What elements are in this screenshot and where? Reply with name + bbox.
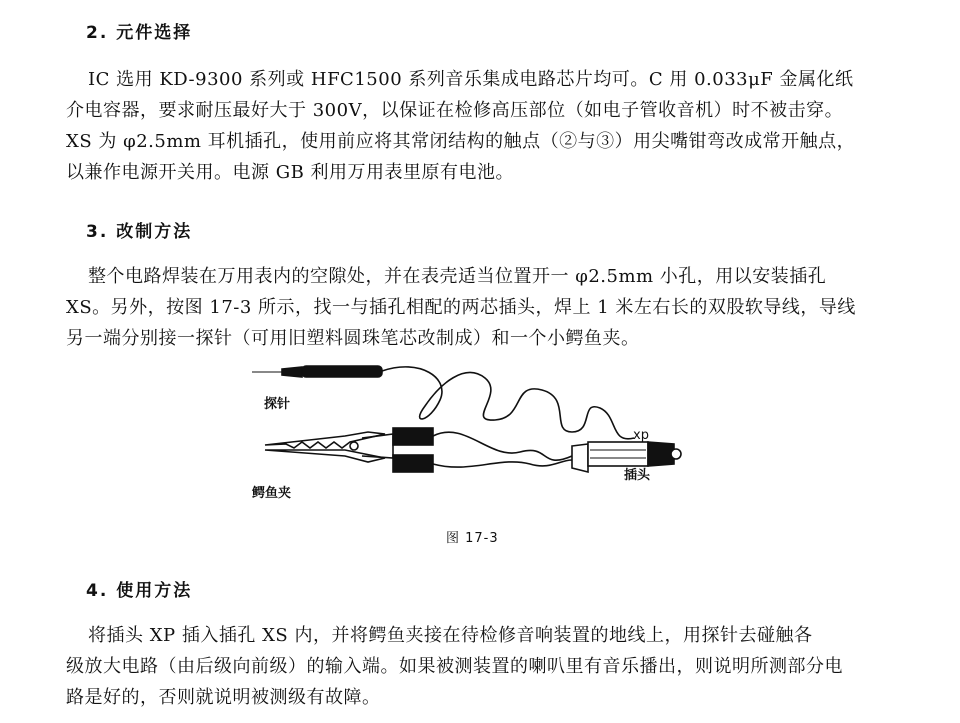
plug-code-label: xp [633, 428, 649, 443]
text-line: 整个电路焊装在万用表内的空隙处，并在表壳适当位置开一 φ2.5mm 小孔，用以安装插孔 [88, 266, 827, 287]
section-2-heading: 2. 元件选择 [86, 23, 193, 43]
section-4-heading: 4. 使用方法 [86, 581, 193, 601]
section-3-paragraph [66, 261, 912, 354]
text-line: 级放大电路（由后级向前级）的输入端。如果被测装置的喇叭里有音乐播出，则说明所测部分电 [66, 656, 843, 677]
text-line: IC 选用 KD-9300 系列或 HFC1500 系列音乐集成电路芯片均可。C 用 0.033μF 金属化纸 [88, 69, 854, 90]
section-2-paragraph [66, 64, 912, 188]
alligator-clip-label: 鳄鱼夹 [252, 486, 292, 501]
section-4-paragraph [66, 620, 912, 713]
text-line: XS 为 φ2.5mm 耳机插孔，使用前应将其常闭结构的触点（②与③）用尖嘴钳弯改成常开触点， [66, 131, 856, 152]
probe-label: 探针 [264, 397, 291, 412]
figure-caption: 图 17-3 [446, 531, 499, 546]
text-line: 路是好的，否则就说明被测级有故障。 [66, 687, 381, 708]
plug-label: 插头 [624, 468, 651, 483]
probe-drawing [252, 366, 634, 439]
text-line: 以兼作电源开关用。电源 GB 利用万用表里原有电池。 [66, 162, 515, 183]
section-3-heading: 3. 改制方法 [86, 222, 193, 242]
alligator-clip-drawing [265, 428, 572, 472]
text-line: 介电容器，要求耐压最好大于 300V，以保证在检修高压部位（如电子管收音机）时不被击穿。 [66, 100, 844, 121]
text-line: 将插头 XP 插入插孔 XS 内，并将鳄鱼夹接在待检修音响装置的地线上，用探针去碰触各 [88, 625, 813, 646]
text-line: XS。另外，按图 17-3 所示，找一与插孔相配的两芯插头，焊上 1 米左右长的双股软导线，导线 [66, 297, 856, 318]
text-line: 另一端分别接一探针（可用旧塑料圆珠笔芯改制成）和一个小鳄鱼夹。 [66, 328, 640, 349]
